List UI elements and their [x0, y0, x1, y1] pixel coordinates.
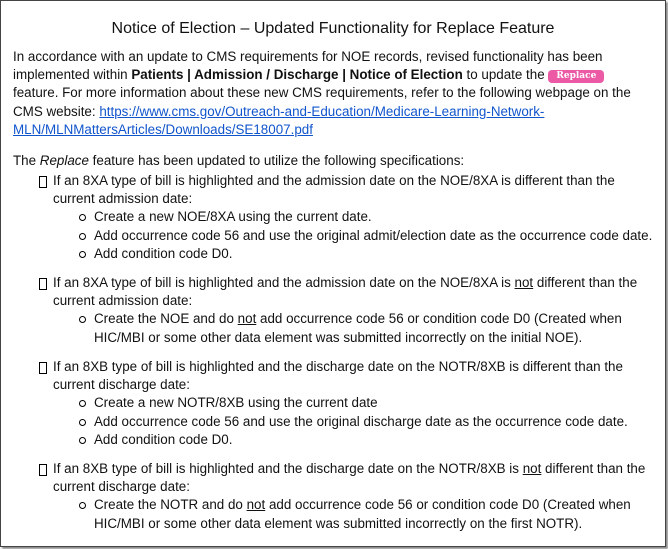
condition-block [37, 274, 657, 347]
condition-text: If an 8XA type of bill is highlighted and the admission date on the NOE/8XA is different than the current admission date: [37, 172, 657, 208]
intro-text: to update the [462, 67, 549, 83]
square-bullet-icon [39, 176, 47, 188]
square-bullet-icon [39, 278, 47, 290]
circle-bullet-icon [79, 214, 86, 221]
list-item: Create the NOE and do not add occurrence code 56 or condition code D0 (Created when HIC/MBI or some other data element was submitted incorrectly on the initial NOE). [79, 310, 657, 346]
circle-bullet-icon [79, 437, 86, 444]
menu-path: Patients | Admission / Discharge | Notice of Election [131, 67, 463, 83]
condition-text: If an 8XA type of bill is highlighted and the admission date on the NOE/8XA is not different than the current admission date: [37, 274, 657, 310]
square-bullet-icon [39, 362, 47, 374]
spec-list [37, 310, 657, 346]
intro-paragraph [13, 48, 653, 139]
condition-block [37, 460, 657, 533]
intro-text: In accordance with an update to CMS requirements for NOE records, revised functionality has been implemented within [13, 49, 603, 83]
circle-bullet-icon [79, 251, 86, 258]
intro-text: feature. For more information about these new CMS requirements, refer to the following webpage on the CMS website: [13, 85, 631, 119]
list-item: Create a new NOTR/8XB using the current date [79, 394, 657, 412]
list-item: Create a new NOE/8XA using the current date. [79, 208, 657, 226]
replace-button[interactable]: Replace [548, 70, 604, 83]
condition-text: If an 8XB type of bill is highlighted and the discharge date on the NOTR/8XB is different than the current discharge date: [37, 358, 657, 394]
page-title: Notice of Election – Updated Functionality for Replace Feature [111, 20, 555, 37]
spec-list [37, 208, 657, 263]
list-item: Add condition code D0. [79, 431, 657, 449]
spec-list [37, 496, 657, 532]
circle-bullet-icon [79, 400, 86, 407]
condition-text: If an 8XB type of bill is highlighted and the discharge date on the NOTR/8XB is not different than the current discharge date: [37, 460, 657, 496]
condition-block [37, 358, 657, 449]
list-item: Add occurrence code 56 and use the original discharge date as the occurrence code date. [79, 413, 657, 431]
circle-bullet-icon [79, 502, 86, 509]
list-item: Add occurrence code 56 and use the original admit/election date as the occurrence code date. [79, 227, 657, 245]
replace-term: Replace [39, 153, 89, 168]
circle-bullet-icon [79, 419, 86, 426]
spec-list [37, 394, 657, 449]
square-bullet-icon [39, 464, 47, 476]
list-item: Create the NOTR and do not add occurrence code 56 or condition code D0 (Created when HIC/MBI or some other data element was submitted incorrectly on the first NOTR). [79, 496, 657, 532]
circle-bullet-icon [79, 233, 86, 240]
circle-bullet-icon [79, 316, 86, 323]
lead-text: The Replace feature has been updated to utilize the following specifications: [13, 153, 465, 168]
cms-link[interactable]: https://www.cms.gov/Outreach-and-Education/Medicare-Learning-Network-MLN/MLNMattersArticles/Downloads/SE18007.pdf [13, 103, 545, 137]
list-item: Add condition code D0. [79, 245, 657, 263]
condition-block [37, 172, 657, 263]
